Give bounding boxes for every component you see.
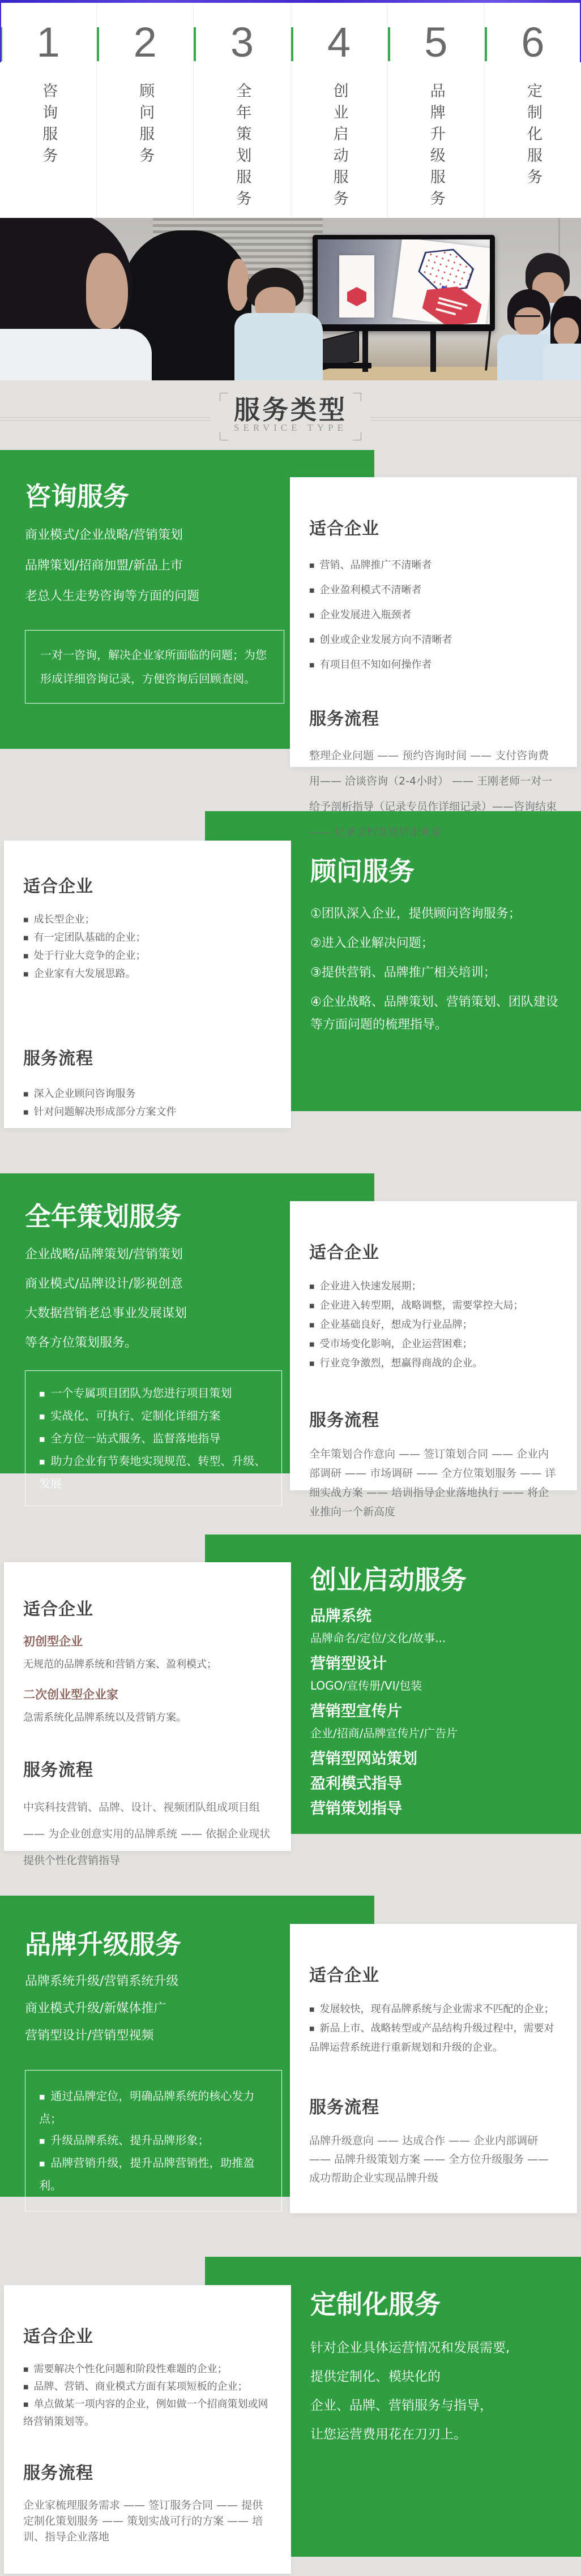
nav-number: 3 — [230, 19, 254, 66]
list-item: ①团队深入企业，提供顾问咨询服务； — [310, 907, 521, 921]
list-item: ■ 创业或企业发展方向不清晰者 — [309, 628, 558, 653]
group-subtitle: 营销型设计 — [310, 1655, 387, 1673]
consulting-card — [290, 477, 577, 838]
flow-title: 服务流程 — [23, 1760, 93, 1780]
meeting-photo — [0, 218, 581, 380]
flow-title: 服务流程 — [23, 1049, 93, 1069]
suitable-title: 适合企业 — [23, 877, 93, 897]
suitable-title: 适合企业 — [309, 519, 379, 539]
slide-small — [339, 255, 374, 318]
list-item: ④企业战略、品牌策划、营销策划、团队建设等方面问题的梳理指导。 — [310, 995, 558, 1032]
list-item: ■ 品牌、营销、商业模式方面有某项短板的企业； — [23, 2378, 272, 2396]
service-line: 让您运营费用花在刀刃上。 — [310, 2427, 467, 2442]
highlight-box: 一对一咨询，解决企业家所面临的问题；为您形成详细咨询记录，方便咨询后回顾查阅。 — [25, 630, 284, 704]
tv-cable — [485, 328, 492, 371]
list-item: ■ 一个专属项目团队为您进行项目策划 — [39, 1382, 268, 1405]
flow-title: 服务流程 — [309, 1411, 379, 1430]
list-item: ■ 企业进入快速发展期； — [309, 1277, 558, 1296]
list-item: ■ 行业竞争激烈，想赢得商战的企业。 — [309, 1354, 558, 1373]
green-tick — [485, 27, 487, 61]
list-item: ■ 助力企业有节奏地实现规范、转型、升级、发展 — [39, 1450, 268, 1494]
flow-text: 全年策划合作意向 —— 签订策划合同 —— 企业内部调研 —— 市场调研 —— 全方位策划服务 —— 详细实战方案 —— 培训指导企业落地执行 —— 将企业推向一个新高度 — [309, 1448, 556, 1518]
suitable-list — [23, 911, 272, 983]
list-item: ■ 成长型企业； — [23, 911, 272, 929]
person-shirt — [234, 313, 323, 380]
service-nav — [0, 0, 581, 218]
list-item: ③提供营销、品牌推广相关培训； — [310, 966, 496, 980]
page-title: 服务类型 — [234, 395, 347, 425]
suitable-title: 适合企业 — [309, 1243, 379, 1263]
startup-card — [4, 1562, 291, 1867]
service-nav-item-4[interactable] — [291, 0, 388, 218]
nav-number: 2 — [133, 19, 157, 66]
laptop-base — [317, 363, 371, 368]
list-item: ■ 企业盈利模式不清晰者 — [309, 578, 558, 603]
service-line: 营销型设计/营销型视频 — [25, 2029, 154, 2043]
nav-number: 6 — [521, 19, 545, 66]
flow-text: 企业家梳理服务需求 —— 签订服务合同 —— 提供定制化策划服务 —— 策划实战可行的方案 —— 培训、指导企业落地 — [23, 2499, 263, 2543]
service-line: 品牌系统升级/营销系统升级 — [25, 1974, 179, 1988]
person-face — [514, 307, 544, 337]
suitable-title: 适合企业 — [23, 2327, 93, 2347]
list-item: ■ 受市场变化影响，企业运营困难； — [309, 1335, 558, 1354]
custom-card — [4, 2285, 291, 2574]
group-subtitle: 品牌系统 — [310, 1608, 371, 1625]
nav-number: 5 — [424, 19, 448, 66]
list-item: ■ 发展较快，现有品牌系统与企业需求不匹配的企业； — [309, 2000, 558, 2019]
nav-number: 4 — [327, 19, 351, 66]
advisor-card — [4, 841, 291, 1128]
list-item: ②进入企业解决问题； — [310, 936, 434, 950]
service-nav-item-6[interactable] — [485, 0, 581, 218]
highlight-box — [25, 2070, 282, 2211]
upgrade-card — [290, 1924, 577, 2213]
list-item: ■ 全方位一站式服务、监督落地指导 — [39, 1428, 268, 1450]
suitable-list — [309, 1277, 558, 1373]
list-item: ■ 需要解决个性化问题和阶段性难题的企业； — [23, 2361, 272, 2378]
service-line: 商业模式/企业战略/营销策划 — [25, 528, 183, 542]
list-item: ■ 深入企业顾问咨询服务 — [23, 1085, 272, 1103]
tv-screen — [313, 235, 495, 331]
list-item: ■ 实战化、可执行、定制化详细方案 — [39, 1405, 268, 1428]
green-tick — [97, 27, 99, 61]
nav-label: 全年策划服务 — [233, 83, 251, 212]
group-subtitle: 盈利模式指导 — [310, 1775, 402, 1793]
service-nav-item-5[interactable] — [388, 0, 485, 218]
group-line: 企业/招商/品牌宣传片/广告片 — [310, 1726, 458, 1740]
nav-label: 品牌升级服务 — [427, 83, 445, 212]
nav-number: 1 — [36, 19, 60, 66]
flow-title: 服务流程 — [309, 709, 379, 729]
highlight-list — [39, 1382, 268, 1494]
nav-label: 定制化服务 — [524, 83, 542, 190]
page-subtitle: SERVICE TYPE — [234, 422, 347, 433]
person-shirt — [0, 329, 152, 380]
highlight-box — [25, 1370, 282, 1506]
purple-edge-left — [0, 0, 1, 62]
nav-label: 创业启动服务 — [330, 83, 348, 212]
green-tick — [194, 27, 196, 61]
list-item: ■ 针对问题解决形成部分方案文件 — [23, 1103, 272, 1121]
section-title: 顾问服务 — [310, 856, 415, 886]
list-item: ■ 处于行业大竞争的企业； — [23, 947, 272, 965]
section-heading — [0, 380, 581, 450]
service-line: 商业模式/品牌设计/影视创意 — [25, 1277, 183, 1291]
flow-text: 品牌升级意向 —— 达成合作 —— 企业内部调研 —— 品牌升级策划方案 —— 全方位升级服务 —— 成功帮助企业实现品牌升级 — [309, 2134, 549, 2184]
segment-text: 急需系统化品牌系统以及营销方案。 — [23, 1712, 186, 1724]
list-item: ■ 新品上市、战略转型或产品结构升级过程中，需要对品牌运营系统进行重新规划和升级的企业。 — [309, 2019, 558, 2057]
group-subtitle: 营销型网站策划 — [310, 1750, 417, 1768]
suitable-title: 适合企业 — [23, 1600, 93, 1619]
advisor-list — [310, 903, 558, 1036]
segment-title: 二次创业型企业家 — [23, 1688, 118, 1701]
list-item: ■ 升级品牌系统、提升品牌形象； — [39, 2129, 268, 2152]
section-title: 定制化服务 — [310, 2289, 441, 2320]
tv-stand-leg — [430, 331, 436, 372]
service-nav-item-1[interactable] — [0, 0, 97, 218]
person-face — [228, 259, 249, 311]
section-title: 创业启动服务 — [310, 1565, 467, 1595]
service-line: 老总人生走势咨询等方面的问题 — [25, 589, 200, 603]
nav-label: 顾问服务 — [136, 83, 155, 169]
list-item: ■ 企业发展进入瓶颈者 — [309, 603, 558, 628]
service-group — [310, 1607, 558, 1647]
list-item: ■ 企业家有大发展思路。 — [23, 965, 272, 983]
list-item: ■ 企业进入转型期，战略调整，需要掌控大局； — [309, 1296, 558, 1315]
glasses — [514, 315, 540, 317]
nav-label: 咨询服务 — [40, 83, 58, 169]
tv-display — [318, 239, 490, 324]
service-nav-item-3[interactable] — [194, 0, 290, 218]
service-group — [310, 1702, 558, 1742]
list-item: ■ 营销、品牌推广不清晰者 — [309, 553, 558, 578]
flow-text: 中宾科技营销、品牌、设计、视频团队组成项目组 —— 为企业创意实用的品牌系统 —— 依据企业现状提供个性化营销指导 — [23, 1801, 271, 1867]
annual-card — [290, 1201, 577, 1518]
purple-top-strip — [0, 0, 581, 3]
person-face — [554, 318, 579, 346]
suitable-list — [23, 2361, 272, 2431]
flow-title: 服务流程 — [309, 2098, 379, 2118]
person-face — [86, 253, 128, 329]
segment-text: 无规范的品牌系统和营销方案、盈利模式； — [23, 1658, 217, 1670]
service-line: 提供定制化、模块化的 — [310, 2369, 441, 2384]
flow-list — [23, 1085, 272, 1121]
flow-title: 服务流程 — [23, 2463, 93, 2483]
service-line: 大数据营销老总事业发展谋划 — [25, 1306, 187, 1321]
list-item: ■ 企业基础良好，想成为行业品牌； — [309, 1315, 558, 1335]
service-group — [310, 1655, 558, 1694]
list-item: ■ 单点做某一项内容的企业，例如做一个招商策划或网络营销策划等。 — [23, 2396, 272, 2431]
list-item: ■ 有一定团队基础的企业； — [23, 929, 272, 947]
section-title: 全年策划服务 — [25, 1201, 181, 1232]
service-line: 品牌策划/招商加盟/新品上市 — [25, 559, 183, 573]
highlight-list — [39, 2085, 268, 2196]
list-item: ■ 品牌营销升级，提升品牌营销性，助推盈利。 — [39, 2152, 268, 2196]
green-tick — [388, 27, 390, 61]
laptop — [317, 336, 371, 367]
group-subtitle: 营销策划指导 — [310, 1800, 402, 1818]
small-red-hexagon — [347, 287, 366, 306]
service-line: 商业模式升级/新媒体推广 — [25, 2001, 166, 2016]
service-line: 等各方位策划服务。 — [25, 1336, 138, 1350]
section-title: 咨询服务 — [25, 481, 129, 512]
suitable-list — [309, 2000, 558, 2057]
list-item: ■ 通过品牌定位，明确品牌系统的核心发力点； — [39, 2085, 268, 2129]
section-title: 品牌升级服务 — [25, 1929, 181, 1960]
service-line: 企业、品牌、营销服务与指导， — [310, 2398, 493, 2413]
list-item: ■ 有项目但不知如何操作者 — [309, 653, 558, 678]
suitable-list — [309, 553, 558, 678]
group-line: LOGO/宣传册/VI/包装 — [310, 1679, 422, 1692]
person-shirt — [542, 344, 581, 380]
group-line: 品牌命名/定位/文化/故事... — [310, 1631, 446, 1645]
green-tick — [291, 27, 293, 61]
segment-title: 初创型企业 — [23, 1635, 83, 1648]
group-subtitle: 营销型宣传片 — [310, 1703, 402, 1720]
service-line: 针对企业具体运营情况和发展需要, — [310, 2341, 510, 2355]
flow-text: 整理企业问题 —— 预约咨询时间 —— 支付咨询费用—— 洽谈咨询（2-4小时） —— 王刚老师一对一给予剖析指导（记录专员作详细记录）——咨询结束 —— 记录文档发送给企业家 — [309, 749, 557, 838]
suitable-title: 适合企业 — [309, 1966, 379, 1986]
service-line: 企业战略/品牌策划/营销策划 — [25, 1248, 183, 1262]
service-nav-item-2[interactable] — [97, 0, 194, 218]
slide-large — [392, 239, 490, 324]
